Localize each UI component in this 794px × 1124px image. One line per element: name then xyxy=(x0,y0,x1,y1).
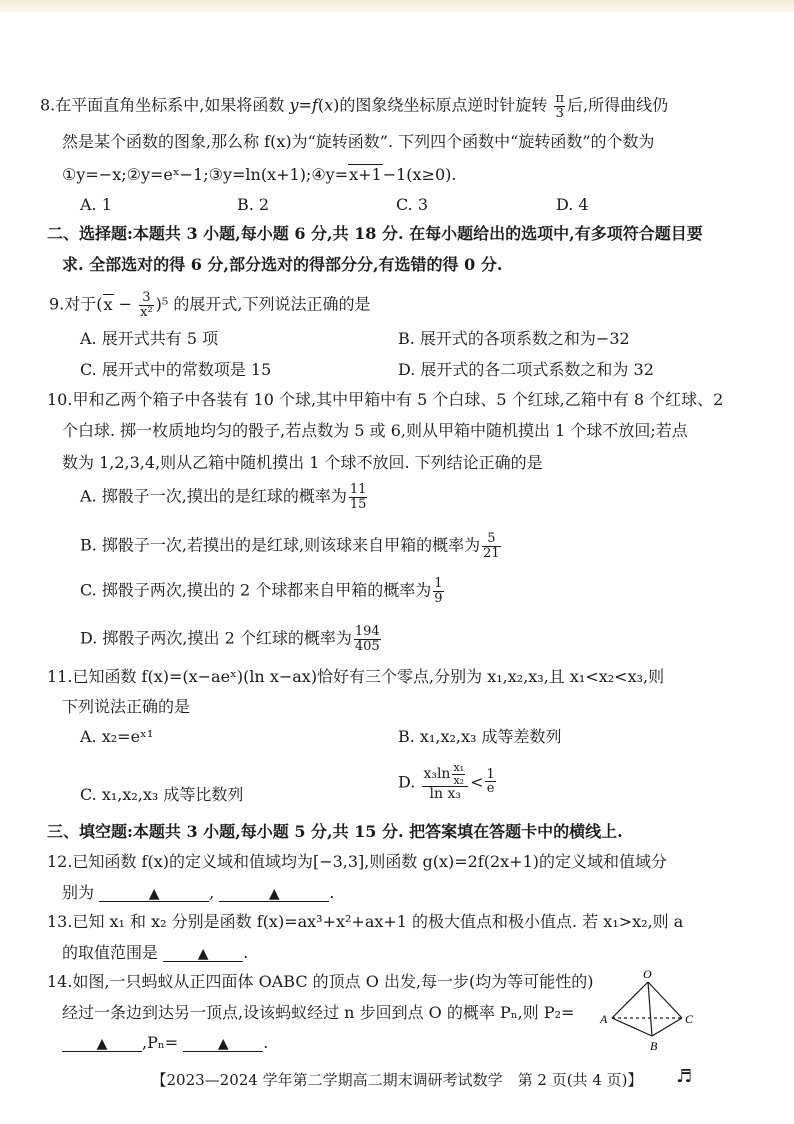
q10-line1: 10.甲和乙两个箱子中各装有 10 个球,其中甲箱中有 5 个白球、5 个红球,乙箱中有 8 个红球、2 xyxy=(47,390,724,409)
q10-line3: 数为 1,2,3,4,则从乙箱中随机摸出 1 个球不放回. 下列结论正确的是 xyxy=(62,453,543,472)
q9-option-b: B. 展开式的各项系数之和为−32 xyxy=(398,329,630,348)
q14-answer-blank-1[interactable]: ▲ xyxy=(62,1035,142,1052)
top-color-band xyxy=(0,0,794,12)
q10-option-a: A. 掷骰子一次,摸出的是红球的概率为 $\frac{11}{15}$ xyxy=(80,482,367,512)
q11-option-d: D. x₃ln $\frac{\text{x₁}}{\text{x₂}}$ ln x₃ < $\frac{1}{e}$ xyxy=(398,761,495,803)
vertex-label-a: A xyxy=(600,1012,608,1026)
q8-option-b: B. 2 xyxy=(237,195,270,214)
q8-line1: 8.在平面直角坐标系中,如果将函数 y=f(x)的图象绕坐标原点逆时针旋转 $\frac{\pi}{3}$ 后,所得曲线仍 xyxy=(40,91,669,121)
q11-line1: 11.已知函数 f(x)=(x−aeˣ)(ln x−ax)恰好有三个零点,分别为 x₁,x₂,x₃,且 x₁<x₂<x₃,则 xyxy=(47,667,665,686)
q10-option-c: C. 掷骰子两次,摸出的 2 个球都来自甲箱的概率为 $\frac{1}{9}$ xyxy=(80,576,443,606)
page-footer: 【2023—2024 学年第二学期高二期末调研考试数学 第 2 页(共 4 页)】 xyxy=(151,1071,643,1089)
q14-answer-blank-2[interactable]: ▲ xyxy=(183,1035,263,1052)
q14-line3: ▲ ,Pₙ= ▲ . xyxy=(62,1033,268,1052)
q8-option-c: C. 3 xyxy=(396,195,429,214)
corner-mark: ♬ xyxy=(676,1066,693,1087)
section3-heading: 三、填空题:本题共 3 小题,每小题 5 分,共 15 分. 把答案填在答题卡中的横线上. xyxy=(47,822,623,841)
q14-line2: 经过一条边到达另一顶点,设该蚂蚁经过 n 步回到点 O 的概率 Pₙ,则 P₂= xyxy=(62,1003,575,1022)
q11-option-a: A. x₂=eˣ¹ xyxy=(80,727,154,746)
q11-option-c: C. x₁,x₂,x₃ 成等比数列 xyxy=(80,785,244,804)
vertex-label-b: B xyxy=(650,1039,658,1053)
q9-option-d: D. 展开式的各二项式系数之和为 32 xyxy=(398,360,654,379)
q12-line1: 12.已知函数 f(x)的定义域和值域均为[−3,3],则函数 g(x)=2f(2x+1)的定义域和值域分 xyxy=(47,852,668,871)
q9-option-c: C. 展开式中的常数项是 15 xyxy=(80,360,272,379)
q10-line2: 个白球. 掷一枚质地均匀的骰子,若点数为 5 或 6,则从甲箱中随机摸出 1 个球不放回;若点 xyxy=(62,421,688,440)
q10-option-d: D. 掷骰子两次,摸出 2 个红球的概率为 $\frac{194}{405}$ xyxy=(80,624,380,654)
q9-stem: 9.对于(x − $\frac{3}{\text{x²}}$ )⁵ 的展开式,下列说法正确的是 xyxy=(49,290,371,320)
q9-option-a: A. 展开式共有 5 项 xyxy=(80,329,219,348)
vertex-label-c: C xyxy=(685,1012,694,1026)
q8-angle-fraction: $\frac{\pi}{3}$ xyxy=(555,91,565,121)
q12-line2: 别为 ▲ , ▲ . xyxy=(62,883,335,902)
q12-answer-blank-1[interactable]: ▲ xyxy=(99,885,209,902)
q11-line2: 下列说法正确的是 xyxy=(62,697,191,716)
q8-option-d: D. 4 xyxy=(556,195,589,214)
section2-heading-line1: 二、选择题:本题共 3 小题,每小题 6 分,共 18 分. 在每小题给出的选项中,有多项符合题目要 xyxy=(47,224,703,243)
q13-answer-blank[interactable]: ▲ xyxy=(163,945,243,962)
q12-answer-blank-2[interactable]: ▲ xyxy=(219,885,329,902)
q8-option-a: A. 1 xyxy=(80,195,112,214)
q8-line3: ①y=−x;②y=eˣ−1;③y=ln(x+1);④y=x+1−1(x≥0). xyxy=(62,165,457,184)
tetrahedron-figure xyxy=(596,966,700,1056)
q13-line2: 的取值范围是 ▲ . xyxy=(62,943,249,962)
q10-option-b: B. 掷骰子一次,若摸出的是红球,则该球来自甲箱的概率为 $\frac{5}{21}$ xyxy=(80,531,500,561)
q11-option-b: B. x₁,x₂,x₃ 成等差数列 xyxy=(398,727,562,746)
q8-line2: 然是某个函数的图象,那么称 f(x)为“旋转函数”. 下列四个函数中“旋转函数”的个数为 xyxy=(62,132,655,151)
vertex-label-o: O xyxy=(643,967,652,981)
section2-heading-line2: 求. 全部选对的得 6 分,部分选对的得部分分,有选错的得 0 分. xyxy=(62,255,503,274)
q14-line1: 14.如图,一只蚂蚁从正四面体 OABC 的顶点 O 出发,每一步(均为等可能性的) xyxy=(47,972,594,991)
q13-line1: 13.已知 x₁ 和 x₂ 分别是函数 f(x)=ax³+x²+ax+1 的极大值点和极小值点. 若 x₁>x₂,则 a xyxy=(47,912,684,931)
